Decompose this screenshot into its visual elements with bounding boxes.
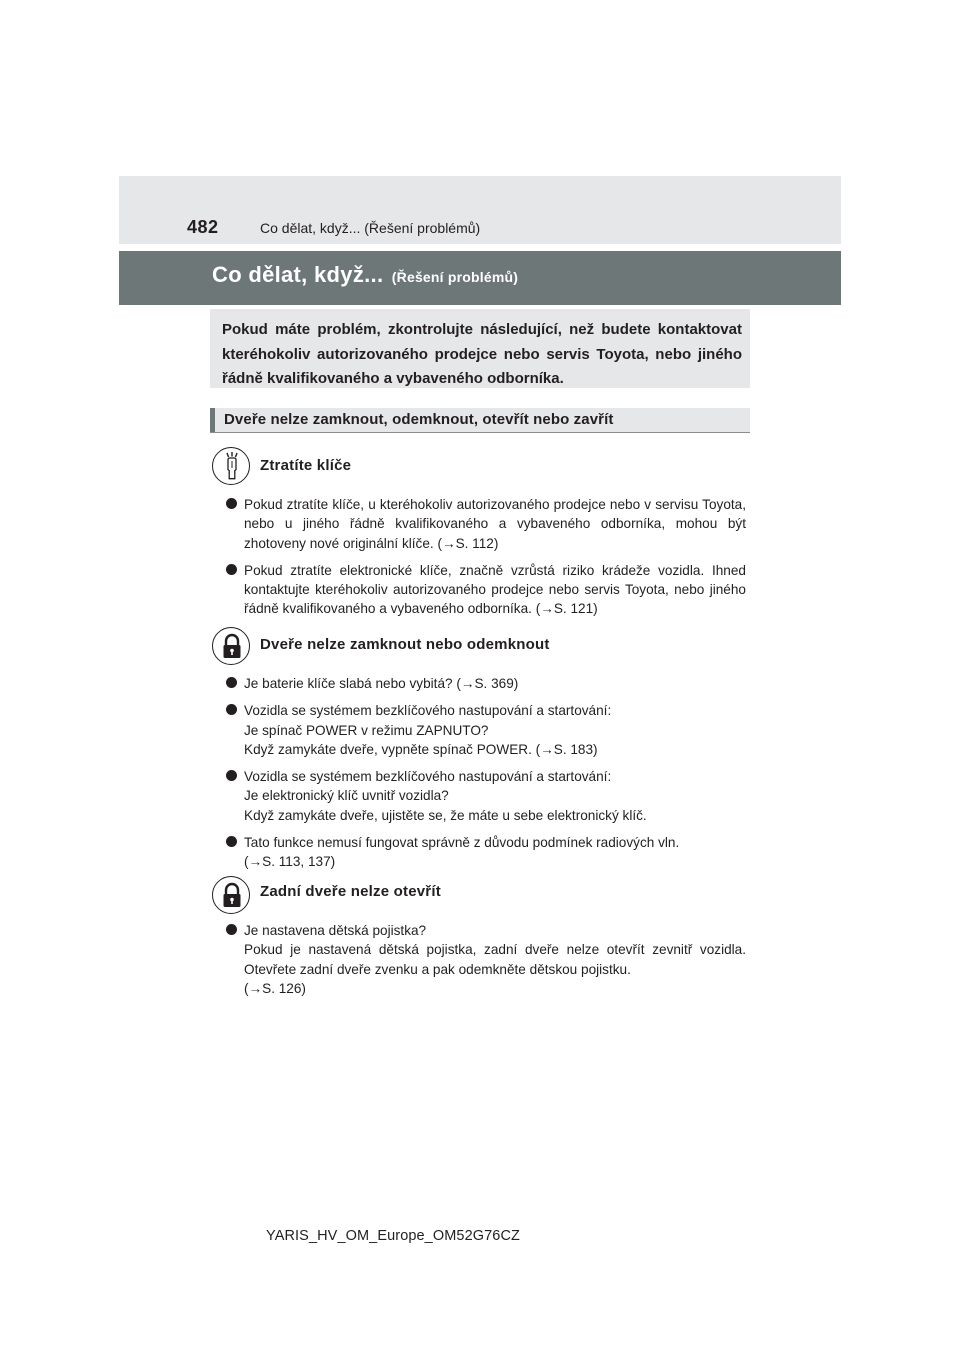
bullet-icon: [226, 836, 237, 847]
bullet-icon: [226, 498, 237, 509]
subsection-heading-lock-unlock: Dveře nelze zamknout nebo odemknout: [260, 636, 550, 653]
page-title-main: Co dělat, když...: [212, 262, 384, 287]
list-item: Je nastavena dětská pojistka? Pokud je nastavená dětská pojistka, zadní dveře nelze otevřít zevnitř vozidla. Otevřete zadní dveře zvenku a pak odemkněte dětskou pojistku. (→S. 126): [226, 921, 746, 998]
bullet-icon: [226, 770, 237, 781]
section-title: Dveře nelze zamknout, odemknout, otevřít nebo zavřít: [224, 411, 614, 428]
page-number: 482: [187, 217, 219, 237]
list-item: Pokud ztratíte klíče, u kteréhokoliv autorizovaného prodejce nebo v servisu Toyota, nebo u jiného řádně kvalifikovaného a vybaveného odborníka, mohou být zhotoveny nové originální klíče. (→S. 112): [226, 495, 746, 553]
list-item: Vozidla se systémem bezklíčového nastupování a startování: Je spínač POWER v režimu ZAPNUTO? Když zamykáte dveře, vypněte spínač POWER. (→S. 183): [226, 701, 746, 759]
running-head: Co dělat, když... (Řešení problémů): [260, 220, 481, 236]
page-title: [212, 262, 518, 288]
key-icon: [212, 447, 250, 485]
page-title-sub: (Řešení problémů): [391, 269, 519, 285]
bullet-icon: [226, 704, 237, 715]
lost-keys-list: [226, 495, 746, 627]
padlock-icon: [212, 627, 250, 665]
list-item: Pokud ztratíte elektronické klíče, značně vzrůstá riziko krádeže vozidla. Ihned kontaktujte kteréhokoliv autorizovaného prodejce nebo servis Toyota, nebo jiného řádně kvalifikovaného a vybaveného odborníka. (→S. 121): [226, 561, 746, 619]
lock-unlock-list: [226, 674, 746, 880]
padlock-icon: [212, 876, 250, 914]
bullet-icon: [226, 924, 237, 935]
list-item: Je baterie klíče slabá nebo vybitá? (→S. 369): [226, 674, 746, 693]
intro-text: Pokud máte problém, zkontrolujte následující, než budete kontaktovat kteréhokoliv autorizovaného prodejce nebo servis Toyota, nebo jiného řádně kvalifikovaného a vybaveného odborníka.: [222, 321, 742, 387]
rear-doors-list: [226, 921, 746, 1006]
list-item: Vozidla se systémem bezklíčového nastupování a startování: Je elektronický klíč uvnitř vozidla? Když zamykáte dveře, ujistěte se, že máte u sebe elektronický klíč.: [226, 767, 746, 825]
bullet-icon: [226, 564, 237, 575]
footer-doc-id: YARIS_HV_OM_Europe_OM52G76CZ: [266, 1228, 520, 1244]
list-item: Tato funkce nemusí fungovat správně z důvodu podmínek radiových vln. (→S. 113, 137): [226, 833, 746, 872]
bullet-icon: [226, 677, 237, 688]
subsection-heading-lost-keys: Ztratíte klíče: [260, 457, 352, 474]
subsection-heading-rear-doors: Zadní dveře nelze otevřít: [260, 883, 441, 900]
